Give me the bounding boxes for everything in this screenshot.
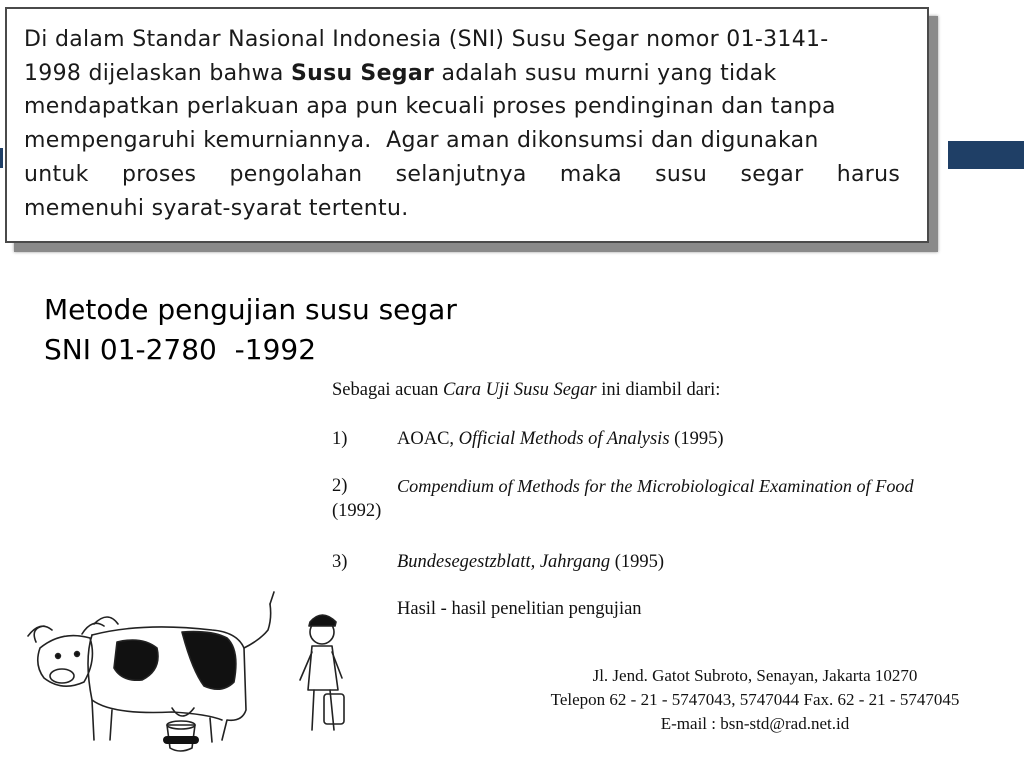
accent-tick [0,148,3,168]
reference-number: 2) [332,476,348,496]
sni-line-1: Di dalam Standar Nasional Indonesia (SNI) Susu Segar nomor 01-3141- [24,27,829,52]
accent-bar [948,141,1024,169]
sni-line-5: untuk proses pengolahan selanjutnya maka susu segar harus [24,161,901,187]
reference-number: 3) [332,552,348,572]
address-street: Jl. Jend. Gatot Subroto, Senayan, Jakarta 10270 [592,666,918,685]
reference-number: 1) [332,429,348,449]
method-standard-number: SNI 01-2780 -1992 [44,333,317,366]
sni-line-2a: 1998 dijelaskan bahwa [24,60,284,86]
reference-year: (1992) [332,501,382,521]
sni-definition-box [5,7,929,243]
reference-text: AOAC, Official Methods of Analysis (1995) [397,429,724,449]
references-intro-title: Cara Uji Susu Segar [442,380,597,400]
susu-segar-term: Susu Segar [291,60,435,86]
sni-line-2b: adalah susu murni yang tidak [441,60,777,86]
method-title: Metode pengujian susu segar [44,293,457,326]
reference-text: Hasil - hasil penelitian pengujian [397,599,642,619]
sni-line-3: mendapatkan perlakuan apa pun kecuali proses pendinginan dan tanpa [24,94,836,120]
sni-line-4: mempengaruhi kemurniannya. Agar aman dikonsumsi dan digunakan [24,128,819,154]
sni-line-6: memenuhi syarat-syarat tertentu. [24,195,409,221]
sni-definition-text [24,23,911,225]
reference-text: Bundesegestzblatt, Jahrgang (1995) [397,552,665,572]
bsn-address-block [500,664,1010,736]
cow-milking-cartoon-icon [22,590,352,765]
reference-text: Compendium of Methods for the Microbiological Examination of Food [397,476,914,496]
references-intro: Sebagai acuan Cara Uji Susu Segar ini diambil dari: [332,380,721,400]
method-heading [44,290,457,370]
address-email: E-mail : bsn-std@rad.net.id [660,714,850,733]
address-phone-fax: Telepon 62 - 21 - 5747043, 5747044 Fax. 62 - 21 - 5747045 [550,690,960,709]
